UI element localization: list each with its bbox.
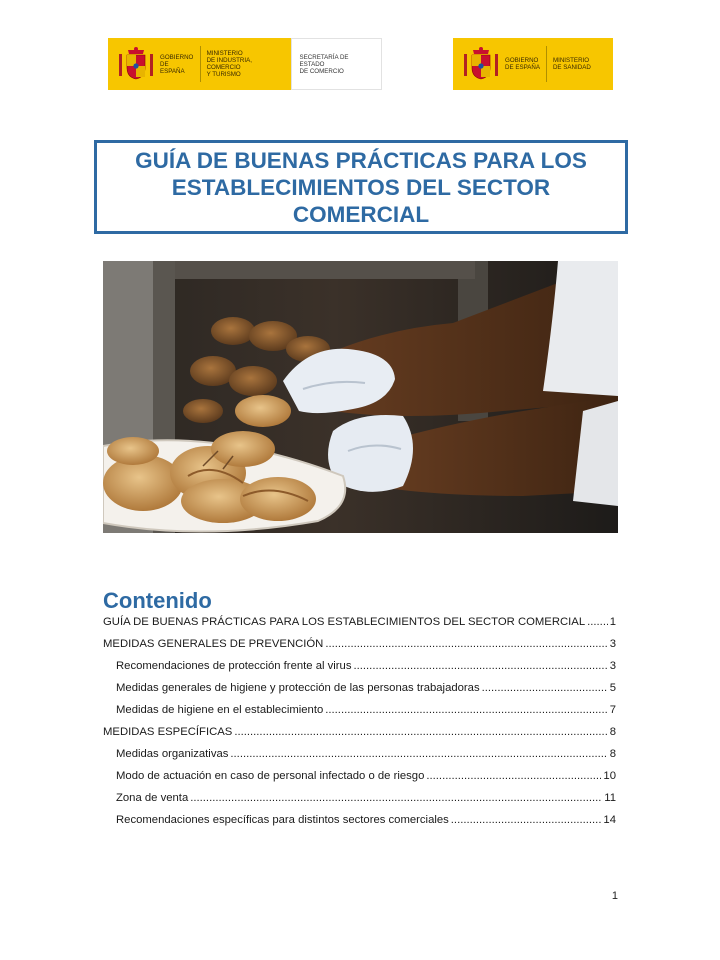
toc-leader-dots xyxy=(325,704,607,716)
toc-entry[interactable] xyxy=(103,638,616,660)
toc-entry-label: Medidas de higiene en el establecimiento xyxy=(116,704,324,716)
toc-entry[interactable] xyxy=(103,748,616,770)
toc-entry[interactable] xyxy=(103,726,616,748)
document-title-box xyxy=(94,140,628,234)
toc-entry-label: Recomendaciones de protección frente al virus xyxy=(116,660,352,672)
logo-gobierno-text: GOBIERNO DE ESPAÑA xyxy=(505,46,547,82)
toc-entry[interactable] xyxy=(103,660,616,682)
toc-entry-label: Medidas generales de higiene y protección de las personas trabajadoras xyxy=(116,682,480,694)
toc-entry-label: Recomendaciones específicas para distintos sectores comerciales xyxy=(116,814,449,826)
toc-entry-page: 10 xyxy=(603,770,616,782)
toc-leader-dots xyxy=(353,660,607,672)
toc-leader-dots xyxy=(325,638,607,650)
toc-leader-dots xyxy=(230,748,607,760)
toc-entry-page: 11 xyxy=(604,792,616,804)
bakery-photo xyxy=(103,261,618,533)
logo-yellow-panel xyxy=(453,38,613,90)
toc-entry-label: GUÍA DE BUENAS PRÁCTICAS PARA LOS ESTABLECIMIENTOS DEL SECTOR COMERCIAL xyxy=(103,616,586,628)
toc-entry[interactable] xyxy=(103,616,616,638)
toc-entry[interactable] xyxy=(103,814,616,836)
toc-entry[interactable] xyxy=(103,792,616,814)
toc-leader-dots xyxy=(190,792,602,804)
logo-ministerio-text: MINISTERIO DE SANIDAD xyxy=(552,57,591,71)
toc-entry-page: 5 xyxy=(609,682,616,694)
logo-gobierno-ministerio-industria xyxy=(108,38,382,90)
toc-entry-page: 8 xyxy=(609,748,616,760)
toc-entry[interactable] xyxy=(103,770,616,792)
toc-leader-dots xyxy=(451,814,602,826)
toc-entry-page: 3 xyxy=(609,638,616,650)
toc-entry-page: 8 xyxy=(609,726,616,738)
logo-gobierno-text: GOBIERNO DE ESPAÑA xyxy=(160,46,201,82)
document-title: GUÍA DE BUENAS PRÁCTICAS PARA LOS ESTABLECIMIENTOS DEL SECTOR COMERCIAL xyxy=(135,147,587,227)
logo-secretaria-text: SECRETARÍA DE ESTADO DE COMERCIO xyxy=(299,53,349,75)
logo-secretaria-panel xyxy=(291,38,383,90)
table-of-contents xyxy=(103,616,616,836)
toc-entry-label: MEDIDAS GENERALES DE PREVENCIÓN xyxy=(103,638,324,650)
logo-ministerio-text: MINISTERIO DE INDUSTRIA, COMERCIO Y TURISMO xyxy=(206,50,252,78)
toc-entry-label: Medidas organizativas xyxy=(116,748,229,760)
spain-coat-of-arms-icon xyxy=(116,44,156,84)
page-number: 1 xyxy=(611,890,618,902)
toc-leader-dots xyxy=(234,726,607,738)
toc-entry-label: Modo de actuación en caso de personal infectado o de riesgo xyxy=(116,770,425,782)
contents-heading: Contenido xyxy=(103,588,212,613)
toc-entry-page: 14 xyxy=(603,814,616,826)
toc-entry[interactable] xyxy=(103,682,616,704)
toc-leader-dots xyxy=(482,682,608,694)
logo-yellow-panel xyxy=(108,38,291,90)
toc-entry-label: Zona de venta xyxy=(116,792,189,804)
toc-leader-dots xyxy=(426,770,601,782)
toc-entry[interactable] xyxy=(103,704,616,726)
logo-gobierno-ministerio-sanidad xyxy=(453,38,613,90)
spain-coat-of-arms-icon xyxy=(461,44,501,84)
toc-entry-page: 3 xyxy=(609,660,616,672)
toc-entry-label: MEDIDAS ESPECÍFICAS xyxy=(103,726,233,738)
bakery-bread-gloves-image xyxy=(103,261,618,533)
toc-leader-dots xyxy=(587,616,608,628)
toc-entry-page: 1 xyxy=(609,616,616,628)
toc-entry-page: 7 xyxy=(609,704,616,716)
